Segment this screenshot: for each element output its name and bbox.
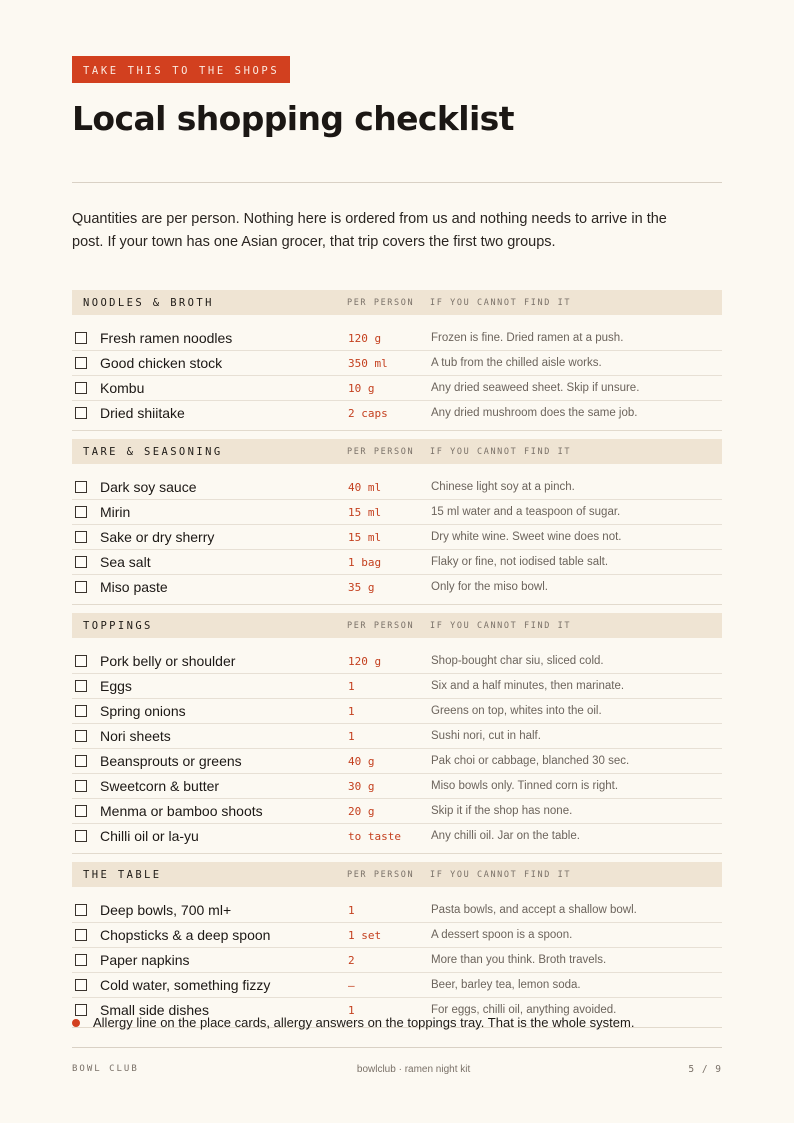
item-quantity: 1 [348,704,355,718]
item-checkbox[interactable] [75,481,87,493]
list-item [72,326,722,351]
item-substitute-note: Dry white wine. Sweet wine does not. [431,531,622,543]
per-person-column-header: PER PERSON [347,297,415,308]
bullet-dot-icon [72,1019,80,1027]
item-quantity: 10 g [348,381,375,395]
item-substitute-note: Beer, barley tea, lemon soda. [431,979,581,991]
item-name: Nori sheets [100,728,171,744]
item-name: Miso paste [100,579,168,595]
item-name: Chilli oil or la-yu [100,828,199,844]
fallback-column-header: IF YOU CANNOT FIND IT [430,869,572,880]
item-substitute-note: Any dried mushroom does the same job. [431,407,638,419]
item-substitute-note: A dessert spoon is a spoon. [431,929,573,941]
item-checkbox[interactable] [75,382,87,394]
fallback-column-header: IF YOU CANNOT FIND IT [430,446,572,457]
item-checkbox[interactable] [75,755,87,767]
checklist-section [72,290,722,431]
list-item [72,923,722,948]
footer-brand: BOWL CLUB [72,1064,139,1074]
fallback-column-header: IF YOU CANNOT FIND IT [430,620,572,631]
section-header [72,290,722,315]
item-name: Dried shiitake [100,405,185,421]
checklist-page [72,56,722,1028]
section-header [72,613,722,638]
item-checkbox[interactable] [75,332,87,344]
item-quantity: 350 ml [348,356,388,370]
section-header [72,439,722,464]
item-substitute-note: Shop-bought char siu, sliced cold. [431,655,604,667]
list-item [72,799,722,824]
item-name: Sea salt [100,554,151,570]
item-substitute-note: Frozen is fine. Dried ramen at a push. [431,332,624,344]
item-name: Fresh ramen noodles [100,330,233,346]
item-list [72,887,722,1028]
list-item [72,898,722,923]
list-item [72,724,722,749]
footer-center-text: bowlclub · ramen night kit [356,1063,471,1075]
item-quantity: 1 [348,903,355,917]
checklist-section [72,439,722,605]
item-checkbox[interactable] [75,954,87,966]
item-list [72,638,722,854]
item-name: Paper napkins [100,952,190,968]
item-name: Menma or bamboo shoots [100,803,263,819]
item-substitute-note: For eggs, chilli oil, anything avoided. [431,1004,617,1016]
item-substitute-note: Greens on top, whites into the oil. [431,705,602,717]
page-number: 5 / 9 [688,1063,722,1075]
item-checkbox[interactable] [75,655,87,667]
page-title: Local shopping checklist [72,99,514,138]
item-checkbox[interactable] [75,556,87,568]
item-substitute-note: More than you think. Broth travels. [431,954,607,966]
list-item [72,525,722,550]
item-checkbox[interactable] [75,979,87,991]
item-checkbox[interactable] [75,780,87,792]
footer-divider [72,1047,722,1048]
section-title: THE TABLE [83,868,162,881]
item-quantity: 120 g [348,654,382,668]
item-substitute-note: Flaky or fine, not iodised table salt. [431,556,609,568]
list-item [72,401,722,425]
item-substitute-note: Chinese light soy at a pinch. [431,481,575,493]
item-substitute-note: Pasta bowls, and accept a shallow bowl. [431,904,637,916]
checklist-sections [72,290,722,1028]
item-checkbox[interactable] [75,830,87,842]
item-checkbox[interactable] [75,357,87,369]
allergy-note-text: Allergy line on the place cards, allergy answers on the toppings tray. That is the whole system. [93,1015,635,1030]
item-substitute-note: Skip it if the shop has none. [431,805,573,817]
item-name: Deep bowls, 700 ml+ [100,902,232,918]
item-list [72,315,722,431]
list-item [72,973,722,998]
item-substitute-note: Any chilli oil. Jar on the table. [431,830,580,842]
item-substitute-note: 15 ml water and a teaspoon of sugar. [431,506,621,518]
item-quantity: 2 caps [348,406,388,420]
item-name: Dark soy sauce [100,479,197,495]
item-quantity: 35 g [348,580,375,594]
list-item [72,774,722,799]
item-substitute-note: A tub from the chilled aisle works. [431,357,602,369]
item-checkbox[interactable] [75,531,87,543]
item-checkbox[interactable] [75,680,87,692]
title-divider [72,182,722,183]
item-quantity: 40 g [348,754,375,768]
intro-text: Quantities are per person. Nothing here is ordered from us and nothing needs to arrive in the post. If your town has one Asian grocer, that trip covers the first two groups. [72,211,667,250]
item-name: Good chicken stock [100,355,223,371]
item-quantity: 1 [348,1003,355,1017]
item-quantity: 40 ml [348,480,382,494]
section-title: TOPPINGS [83,619,153,632]
item-quantity: 1 set [348,928,382,942]
item-quantity: 2 [348,953,355,967]
fallback-column-header: IF YOU CANNOT FIND IT [430,297,572,308]
per-person-column-header: PER PERSON [347,869,415,880]
list-item [72,376,722,401]
item-quantity: 120 g [348,331,382,345]
item-quantity: 15 ml [348,530,382,544]
section-header [72,862,722,887]
item-name: Eggs [100,678,132,694]
item-substitute-note: Pak choi or cabbage, blanched 30 sec. [431,755,630,767]
section-tag: TAKE THIS TO THE SHOPS [72,56,290,83]
item-checkbox[interactable] [75,506,87,518]
item-name: Spring onions [100,703,186,719]
section-title: NOODLES & BROTH [83,296,214,309]
per-person-column-header: PER PERSON [347,620,415,631]
list-item [72,699,722,724]
list-item [72,824,722,848]
item-name: Pork belly or shoulder [100,653,236,669]
allergy-note [72,1015,634,1030]
list-item [72,500,722,525]
item-name: Kombu [100,380,145,396]
item-name: Mirin [100,504,131,520]
item-substitute-note: Any dried seaweed sheet. Skip if unsure. [431,382,640,394]
item-name: Small side dishes [100,1002,209,1018]
list-item [72,948,722,973]
item-substitute-note: Sushi nori, cut in half. [431,730,541,742]
list-item [72,575,722,599]
item-checkbox[interactable] [75,407,87,419]
checklist-section [72,862,722,1028]
item-quantity: to taste [348,829,401,843]
list-item [72,749,722,774]
item-list [72,464,722,605]
list-item [72,351,722,376]
item-checkbox[interactable] [75,730,87,742]
list-item [72,674,722,699]
item-checkbox[interactable] [75,929,87,941]
item-quantity: 1 [348,679,355,693]
item-checkbox[interactable] [75,904,87,916]
list-item [72,475,722,500]
item-quantity: 30 g [348,779,375,793]
item-substitute-note: Six and a half minutes, then marinate. [431,680,625,692]
item-name: Sweetcorn & butter [100,778,220,794]
item-quantity: 15 ml [348,505,382,519]
item-name: Sake or dry sherry [100,529,215,545]
section-title: TARE & SEASONING [83,445,223,458]
item-quantity: — [348,978,355,992]
item-quantity: 1 [348,729,355,743]
list-item [72,649,722,674]
item-substitute-note: Only for the miso bowl. [431,581,548,593]
item-name: Cold water, something fizzy [100,977,271,993]
item-quantity: 20 g [348,804,375,818]
item-substitute-note: Miso bowls only. Tinned corn is right. [431,780,619,792]
item-checkbox[interactable] [75,581,87,593]
item-name: Chopsticks & a deep spoon [100,927,271,943]
item-quantity: 1 bag [348,555,382,569]
page-footer [72,1062,722,1076]
item-checkbox[interactable] [75,705,87,717]
item-name: Beansprouts or greens [100,753,242,769]
list-item [72,550,722,575]
item-checkbox[interactable] [75,805,87,817]
per-person-column-header: PER PERSON [347,446,415,457]
checklist-section [72,613,722,854]
